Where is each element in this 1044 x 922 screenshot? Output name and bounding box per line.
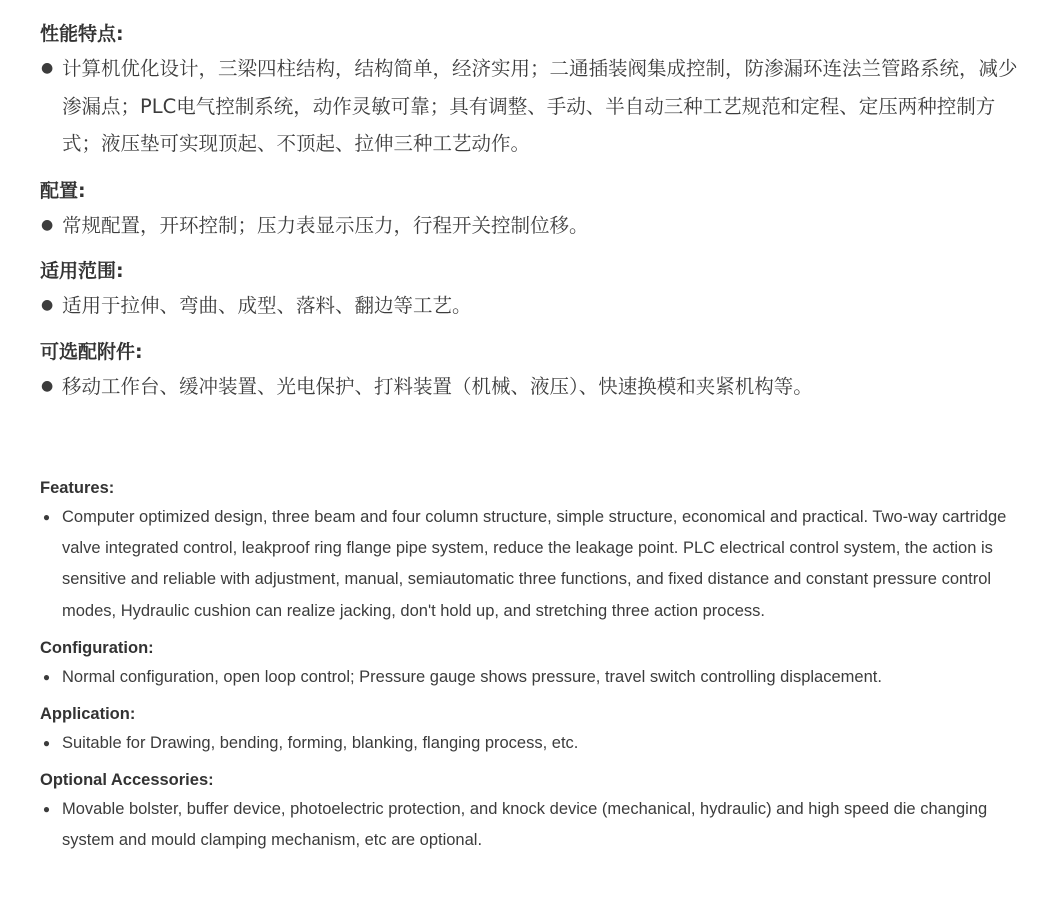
cn-configuration-block [40, 175, 1020, 245]
en-configuration-block [40, 634, 1020, 693]
cn-accessories-block [40, 336, 1020, 406]
cn-features-block [40, 18, 1020, 163]
cn-accessories-text: 移动工作台、缓冲装置、光电保护、打料装置（机械、液压）、快速换模和夹紧机构等。 [62, 374, 813, 398]
bullet-icon: ● [41, 60, 54, 76]
en-features-item [40, 502, 1020, 627]
en-features-heading: Features: [40, 479, 115, 497]
bullet-icon: ● [42, 802, 51, 817]
en-accessories-block [40, 766, 1020, 856]
cn-configuration-text: 常规配置，开环控制；压力表显示压力，行程开关控制位移。 [62, 213, 589, 237]
bullet-icon: ● [42, 510, 51, 524]
en-application-item [40, 728, 1020, 759]
cn-accessories-item [40, 368, 1020, 406]
en-application-block [40, 700, 1020, 759]
en-configuration-item [40, 662, 1020, 693]
cn-accessories-heading: 可选配附件: [40, 340, 143, 363]
en-application-text: Suitable for Drawing, bending, forming, blanking, flanging process, etc. [62, 734, 579, 753]
chinese-section [40, 18, 1020, 416]
bullet-icon: ● [41, 377, 54, 394]
bullet-icon: ● [42, 736, 51, 751]
cn-configuration-item [40, 207, 1020, 245]
en-application-heading: Application: [40, 705, 136, 724]
cn-application-block [40, 255, 1020, 325]
cn-application-text: 适用于拉伸、弯曲、成型、落料、翻边等工艺。 [62, 294, 472, 317]
en-features-block [40, 474, 1020, 627]
cn-features-item [40, 50, 1020, 163]
en-accessories-heading: Optional Accessories: [40, 771, 214, 790]
en-configuration-text: Normal configuration, open loop control; Pressure gauge shows pressure, travel switch controlling displacement. [62, 667, 882, 686]
en-accessories-text: Movable bolster, buffer device, photoelectric protection, and knock device (mechanical, hydraulic) and high speed die changing system and mould clamping mechanism, etc are optional. [62, 800, 988, 850]
en-accessories-item [40, 794, 1020, 856]
cn-features-text: 计算机优化设计，三梁四柱结构，结构简单，经济实用；二通插装阀集成控制，防渗漏环连法兰管路系统，减少渗漏点；PLC电气控制系统，动作灵敏可靠；具有调整、手动、半自动三种工艺规范和定程、定压两种控制方式；液压垫可实现顶起、不顶起、拉伸三种工艺动作。 [62, 57, 1018, 155]
en-features-text: Computer optimized design, three beam and four column structure, simple structure, economical and practical. Two-way cartridge valve integrated control, leakproof ring flange pipe system, reduce the leakage point. PLC electrical control system, the action is sensitive and reliable with adjustment, manual, semiautomatic three functions, and fixed distance and constant pressure control modes, Hydraulic cushion can realize jacking, don't hold up, and stretching three action process. [62, 508, 1007, 620]
bullet-icon: ● [41, 297, 54, 313]
en-configuration-heading: Configuration: [40, 638, 154, 657]
cn-application-item [40, 287, 1020, 325]
bullet-icon: ● [42, 669, 51, 684]
english-section [40, 474, 1020, 864]
bullet-icon: ● [41, 216, 54, 233]
cn-features-heading: 性能特点: [40, 23, 124, 45]
cn-configuration-heading: 配置: [40, 179, 86, 202]
cn-application-heading: 适用范围: [40, 260, 124, 282]
